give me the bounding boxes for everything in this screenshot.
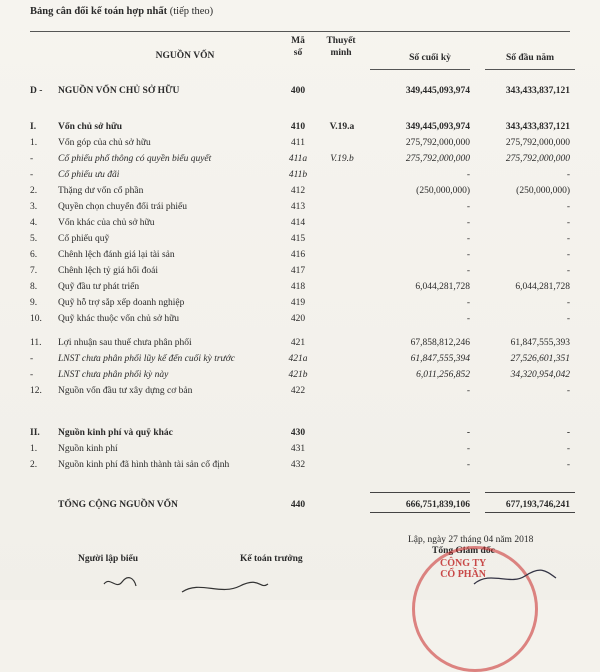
row-begin-value: - <box>566 218 570 228</box>
row-code: 411b <box>288 170 308 180</box>
row-end-value: - <box>466 170 470 180</box>
director-title: Tổng Giám đốc <box>432 546 495 556</box>
row-label: Cổ phiếu quỹ <box>58 234 110 244</box>
table-row <box>0 216 600 232</box>
row-label: Vốn khác của chủ sở hữu <box>58 218 155 228</box>
table-row <box>0 232 600 248</box>
table-row <box>0 352 600 368</box>
table-row <box>0 200 600 216</box>
row-end-value: 349,445,093,974 <box>405 86 470 96</box>
table-row <box>0 280 600 296</box>
total-rule-end-top <box>370 492 470 493</box>
row-label: Nguồn kinh phí đã hình thành tài sản cố định <box>58 460 230 470</box>
row-end-value: - <box>466 444 470 454</box>
row-begin-value: (250,000,000) <box>516 186 570 196</box>
row-begin-value: 27,526,601,351 <box>510 354 570 364</box>
report-date: Lập, ngày 27 tháng 04 năm 2018 <box>408 535 534 545</box>
row-label: TỔNG CỘNG NGUỒN VỐN <box>58 500 178 510</box>
table-row <box>0 168 600 184</box>
table-row <box>0 458 600 474</box>
row-code: 400 <box>290 86 306 96</box>
row-begin-value: - <box>566 460 570 470</box>
table-row <box>0 136 600 152</box>
row-begin-value: - <box>566 170 570 180</box>
row-index: 10. <box>30 314 42 324</box>
header-top-rule <box>30 31 570 32</box>
row-code: 432 <box>290 460 306 470</box>
row-end-value: 6,044,281,728 <box>415 282 470 292</box>
row-label: LNST chưa phân phối kỳ này <box>58 370 169 380</box>
row-label: Chênh lệch tỷ giá hối đoái <box>58 266 158 276</box>
table-row <box>0 368 600 384</box>
table-row <box>0 84 600 100</box>
table-row <box>0 184 600 200</box>
row-begin-value: 34,320,954,042 <box>510 370 570 380</box>
row-begin-value: 6,044,281,728 <box>515 282 570 292</box>
table-row <box>0 336 600 352</box>
row-begin-value: - <box>566 386 570 396</box>
table-row <box>0 264 600 280</box>
header-begin-underline <box>485 69 575 70</box>
table-row <box>0 442 600 458</box>
row-begin-value: 677,193,746,241 <box>505 500 570 510</box>
row-label: Lợi nhuận sau thuế chưa phân phối <box>58 338 192 348</box>
header-code: Mã số <box>291 36 305 58</box>
preparer-title: Người lập biểu <box>78 554 139 564</box>
row-end-value: - <box>466 218 470 228</box>
row-index: - <box>30 370 34 380</box>
row-code: 420 <box>290 314 306 324</box>
row-index: - <box>30 354 34 364</box>
row-label: Chênh lệch đánh giá lại tài sản <box>58 250 175 260</box>
row-label: Quyền chọn chuyển đổi trái phiếu <box>58 202 188 212</box>
row-code: 422 <box>290 386 306 396</box>
row-index: 4. <box>30 218 38 228</box>
row-note: V.19.a <box>329 122 355 132</box>
row-code: 415 <box>290 234 306 244</box>
row-label: Nguồn kinh phí và quỹ khác <box>58 428 173 438</box>
row-label: Vốn chủ sở hữu <box>58 122 123 132</box>
row-index: 3. <box>30 202 38 212</box>
row-begin-value: - <box>566 202 570 212</box>
row-index: 7. <box>30 266 38 276</box>
row-label: Quỹ hỗ trợ sắp xếp doanh nghiệp <box>58 298 185 308</box>
row-index: 1. <box>30 444 38 454</box>
row-code: 416 <box>290 250 306 260</box>
header-end: Số cuối kỳ <box>409 53 451 63</box>
table-row <box>0 120 600 136</box>
row-code: 417 <box>290 266 306 276</box>
row-end-value: - <box>466 202 470 212</box>
header-end-underline <box>370 69 470 70</box>
accountant-signature <box>180 578 270 598</box>
row-end-value: - <box>466 314 470 324</box>
subtitle-title: Bảng cân đối kế toán hợp nhất <box>30 6 168 17</box>
row-index: 11. <box>30 338 42 348</box>
row-end-value: - <box>466 250 470 260</box>
row-begin-value: 275,792,000,000 <box>505 138 570 148</box>
row-begin-value: - <box>566 298 570 308</box>
table-row <box>0 426 600 442</box>
row-index: - <box>30 154 34 164</box>
table-row <box>0 312 600 328</box>
total-rule-begin-top <box>485 492 575 493</box>
row-index: 12. <box>30 386 42 396</box>
row-begin-value: 343,433,837,121 <box>505 86 570 96</box>
row-index: 8. <box>30 282 38 292</box>
row-end-value: 275,792,000,000 <box>405 138 470 148</box>
row-index: 9. <box>30 298 38 308</box>
row-begin-value: - <box>566 428 570 438</box>
row-code: 418 <box>290 282 306 292</box>
preparer-signature <box>100 572 140 596</box>
header-source: NGUỒN VỐN <box>155 51 215 61</box>
row-label: Quỹ khác thuộc vốn chủ sở hữu <box>58 314 179 324</box>
row-end-value: - <box>466 386 470 396</box>
row-begin-value: 275,792,000,000 <box>505 154 570 164</box>
row-code: 412 <box>290 186 306 196</box>
row-code: 421a <box>288 354 308 364</box>
row-code: 414 <box>290 218 306 228</box>
row-end-value: 67,858,812,246 <box>410 338 470 348</box>
row-code: 430 <box>290 428 306 438</box>
subtitle-continued: (tiếp theo) <box>169 6 214 17</box>
row-end-value: - <box>466 298 470 308</box>
row-code: 410 <box>290 122 306 132</box>
row-index: 2. <box>30 460 38 470</box>
document-subtitle <box>30 6 213 17</box>
row-begin-value: - <box>566 234 570 244</box>
row-end-value: 349,445,093,974 <box>405 122 470 132</box>
row-index: 2. <box>30 186 38 196</box>
row-code: 421b <box>288 370 308 380</box>
row-label: Cổ phiếu phổ thông có quyền biểu quyết <box>58 154 212 164</box>
row-index: 5. <box>30 234 38 244</box>
row-label: Cổ phiếu ưu đãi <box>58 170 120 180</box>
table-row <box>0 296 600 312</box>
row-label: LNST chưa phân phối lũy kế đến cuối kỳ trước <box>58 354 235 364</box>
row-index: 1. <box>30 138 38 148</box>
row-index: II. <box>30 428 40 438</box>
row-end-value: (250,000,000) <box>416 186 470 196</box>
row-code: 431 <box>290 444 306 454</box>
row-end-value: 61,847,555,394 <box>410 354 470 364</box>
row-code: 411 <box>291 138 305 148</box>
header-begin: Số đầu năm <box>505 53 555 63</box>
row-code: 421 <box>290 338 306 348</box>
row-begin-value: - <box>566 444 570 454</box>
row-end-value: - <box>466 428 470 438</box>
total-rule-end-bottom <box>370 512 470 513</box>
row-label: Nguồn kinh phí <box>58 444 118 454</box>
row-begin-value: - <box>566 314 570 324</box>
row-code: 413 <box>290 202 306 212</box>
row-index: I. <box>30 122 37 132</box>
row-begin-value: - <box>566 250 570 260</box>
row-end-value: - <box>466 266 470 276</box>
row-end-value: - <box>466 460 470 470</box>
stamp-line-2: CỔ PHẦN <box>440 569 487 580</box>
total-rule-begin-bottom <box>485 512 575 513</box>
stamp-line-1: CÔNG TY <box>440 558 487 569</box>
row-begin-value: 61,847,555,393 <box>510 338 570 348</box>
row-end-value: - <box>466 234 470 244</box>
table-row <box>0 248 600 264</box>
director-signature <box>470 566 560 590</box>
row-label: Nguồn vốn đầu tư xây dựng cơ bản <box>58 386 193 396</box>
table-row <box>0 384 600 400</box>
row-label: NGUỒN VỐN CHỦ SỞ HỮU <box>58 86 180 96</box>
row-code: 411a <box>288 154 308 164</box>
row-label: Thặng dư vốn cổ phần <box>58 186 144 196</box>
chief-accountant-title: Kế toán trưởng <box>240 554 303 564</box>
row-code: 419 <box>290 298 306 308</box>
row-begin-value: - <box>566 266 570 276</box>
row-end-value: 275,792,000,000 <box>405 154 470 164</box>
row-end-value: 6,011,256,852 <box>416 370 470 380</box>
row-begin-value: 343,433,837,121 <box>505 122 570 132</box>
row-code: 440 <box>290 500 306 510</box>
row-label: Quỹ đầu tư phát triển <box>58 282 140 292</box>
table-row <box>0 152 600 168</box>
row-index: D - <box>30 86 43 96</box>
row-label: Vốn góp của chủ sở hữu <box>58 138 151 148</box>
row-note: V.19.b <box>330 154 354 164</box>
row-end-value: 666,751,839,106 <box>405 500 470 510</box>
row-index: - <box>30 170 34 180</box>
row-index: 6. <box>30 250 38 260</box>
header-note: Thuyết minh <box>326 36 356 58</box>
